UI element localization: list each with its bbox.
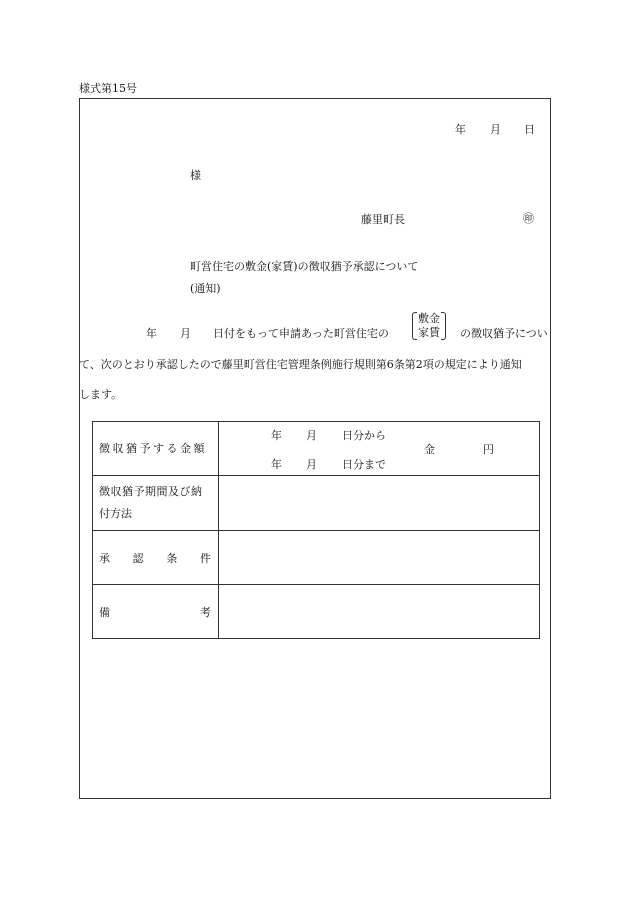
label-char: 考: [200, 605, 211, 619]
date-year: 年: [455, 123, 466, 136]
period-from-month: 月: [306, 429, 317, 442]
approval-table: [92, 421, 540, 639]
form-number: 様式第15号: [79, 82, 137, 95]
period-to-month: 月: [306, 458, 317, 471]
period-label-line1: 徴収猶予期間及び納: [99, 485, 203, 498]
date-month: 月: [490, 123, 501, 136]
document-title: 町営住宅の敷金(家賃)の徴収猶予承認について: [190, 260, 419, 273]
label-char: 備: [99, 605, 110, 619]
body-line1-end: の徴収猶予につい: [460, 327, 548, 340]
period-label: [93, 476, 219, 531]
body-month: 月: [180, 327, 191, 340]
remarks-label: [93, 604, 218, 620]
period-from-year: 年: [271, 429, 282, 442]
remarks-label-cell: [93, 585, 219, 639]
bracket-rent: 家賃: [418, 326, 440, 339]
label-char: 承: [99, 551, 110, 565]
period-to-suffix: 日分まで: [342, 458, 386, 471]
body-line2: て、次のとおり承認したので藤里町営住宅管理条例施行規則第6条第2項の規定により通知: [79, 358, 522, 371]
body-year: 年: [146, 327, 157, 340]
label-char: 認: [132, 551, 144, 565]
amount-label: 徴収猶予する金額: [93, 422, 219, 476]
period-from-suffix: 日分から: [342, 429, 386, 442]
period-label-line2: 付方法: [99, 507, 132, 520]
table-row-period: [93, 476, 540, 531]
period-value-cell: [219, 476, 540, 531]
conditions-label-cell: [93, 531, 219, 585]
fee-type-bracket: [412, 312, 446, 340]
conditions-value-cell: [219, 531, 540, 585]
table-row-amount: [93, 422, 540, 476]
period-to-year: 年: [271, 458, 282, 471]
money-unit: 円: [483, 443, 494, 456]
issuer-name: 藤里町長: [361, 213, 405, 226]
document-title-sub: (通知): [190, 282, 221, 295]
date-day: 日: [524, 123, 535, 136]
remarks-value-cell: [219, 585, 540, 639]
bracket-deposit: 敷金: [418, 312, 440, 325]
money-prefix: 金: [424, 443, 435, 456]
conditions-label: [93, 550, 218, 566]
seal-mark: ㊞: [523, 212, 534, 225]
label-char: 条: [166, 551, 178, 565]
table-row-remarks: [93, 585, 540, 639]
addressee-suffix: 様: [190, 169, 201, 182]
amount-cell: [219, 422, 540, 476]
table-row-conditions: [93, 531, 540, 585]
label-char: 件: [199, 551, 211, 565]
body-line1-mid: 日付をもって申請あった町営住宅の: [213, 327, 389, 340]
body-line3: します。: [79, 388, 123, 401]
